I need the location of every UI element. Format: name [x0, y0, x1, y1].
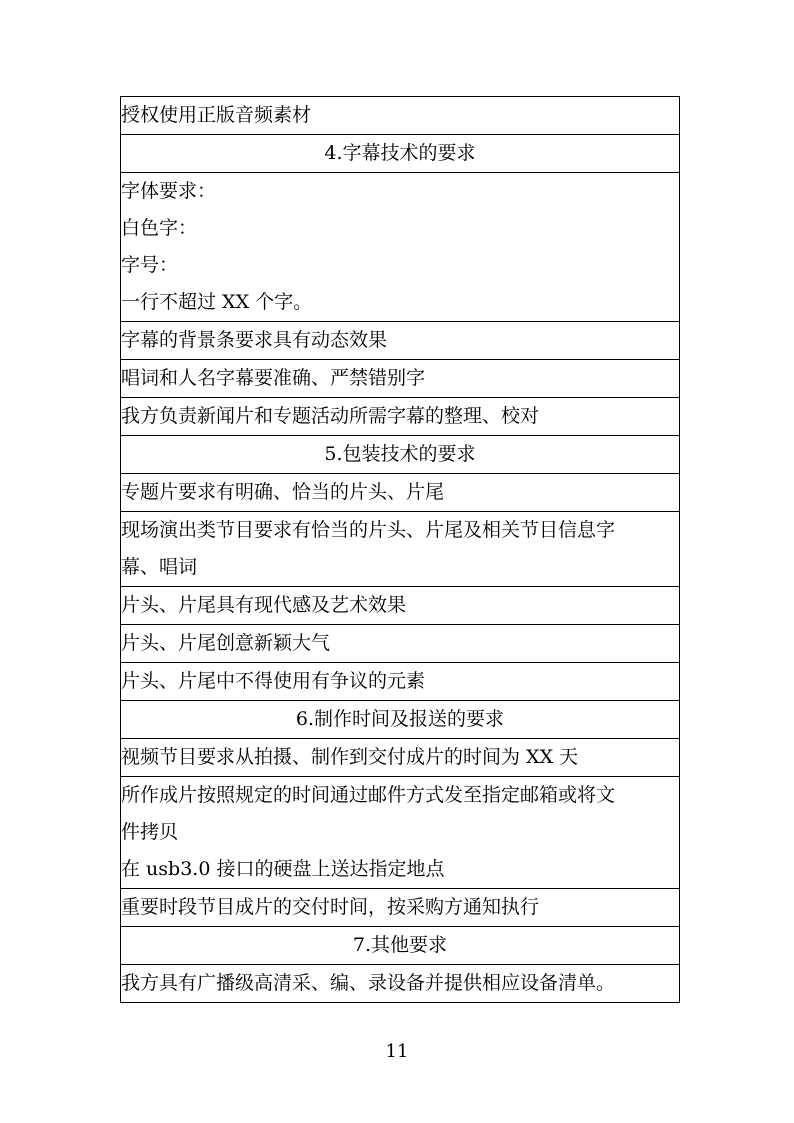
table-row	[121, 512, 680, 587]
section-heading-row	[121, 436, 680, 474]
table-row	[121, 625, 680, 663]
section-heading-row	[121, 135, 680, 173]
section-heading-row	[121, 701, 680, 739]
cell-text-line: 现场演出类节目要求有恰当的片头、片尾及相关节目信息字	[121, 519, 616, 541]
table-row	[121, 889, 680, 927]
cell-text-line: 幕、唱词	[121, 556, 198, 578]
cell-text-line: 专题片要求有明确、恰当的片头、片尾	[121, 481, 445, 503]
section-heading-cell	[121, 436, 680, 474]
table-cell	[121, 173, 680, 322]
cell-text-line: 视频节目要求从拍摄、制作到交付成片的时间为 XX 天	[121, 746, 579, 768]
table-row	[121, 398, 680, 436]
table-cell	[121, 663, 680, 701]
cell-text-line: 字号：	[121, 254, 179, 276]
table-cell	[121, 965, 680, 1003]
cell-text-line: 片头、片尾创意新颖大气	[121, 632, 331, 654]
table-row	[121, 97, 680, 135]
table-row	[121, 360, 680, 398]
table-cell	[121, 322, 680, 360]
cell-text-line: 在 usb3.0 接口的硬盘上送达指定地点	[121, 858, 445, 880]
page-number: 11	[385, 1041, 409, 1062]
table-row	[121, 777, 680, 889]
requirements-table	[120, 96, 680, 1003]
table-row	[121, 965, 680, 1003]
section-heading-cell	[121, 927, 680, 965]
section-heading-row	[121, 927, 680, 965]
table-cell	[121, 398, 680, 436]
table-cell	[121, 360, 680, 398]
table-row	[121, 322, 680, 360]
table-row	[121, 663, 680, 701]
cell-text-line: 唱词和人名字幕要准确、严禁错别字	[121, 367, 426, 389]
cell-text-line: 片头、片尾中不得使用有争议的元素	[121, 670, 426, 692]
table-row	[121, 173, 680, 322]
cell-text-line: 字幕的背景条要求具有动态效果	[121, 329, 388, 351]
cell-text-line: 授权使用正版音频素材	[121, 104, 312, 126]
cell-text-line: 所作成片按照规定的时间通过邮件方式发至指定邮箱或将文	[121, 784, 616, 806]
table-cell	[121, 777, 680, 889]
table-cell	[121, 587, 680, 625]
cell-text-line: 一行不超过 XX 个字。	[121, 291, 313, 313]
table-cell	[121, 625, 680, 663]
table-cell	[121, 512, 680, 587]
cell-text-line: 件拷贝	[121, 821, 179, 843]
requirements-table-body	[121, 97, 680, 1003]
section-heading-text: 7.其他要求	[352, 934, 448, 956]
section-heading-cell	[121, 701, 680, 739]
cell-text-line: 我方具有广播级高清采、编、录设备并提供相应设备清单。	[121, 972, 616, 994]
cell-text-line: 我方负责新闻片和专题活动所需字幕的整理、校对	[121, 405, 540, 427]
section-heading-text: 6.制作时间及报送的要求	[295, 708, 505, 730]
section-heading-text: 5.包装技术的要求	[324, 443, 476, 465]
table-cell	[121, 889, 680, 927]
table-row	[121, 474, 680, 512]
cell-text-line: 白色字：	[121, 217, 198, 239]
section-heading-text: 4.字幕技术的要求	[324, 142, 476, 164]
table-cell	[121, 739, 680, 777]
table-row	[121, 739, 680, 777]
section-heading-cell	[121, 135, 680, 173]
cell-text-line: 字体要求：	[121, 180, 217, 202]
table-row	[121, 587, 680, 625]
table-cell	[121, 474, 680, 512]
cell-text-line: 片头、片尾具有现代感及艺术效果	[121, 594, 407, 616]
table-cell	[121, 97, 680, 135]
cell-text-line: 重要时段节目成片的交付时间，按采购方通知执行	[121, 896, 540, 918]
